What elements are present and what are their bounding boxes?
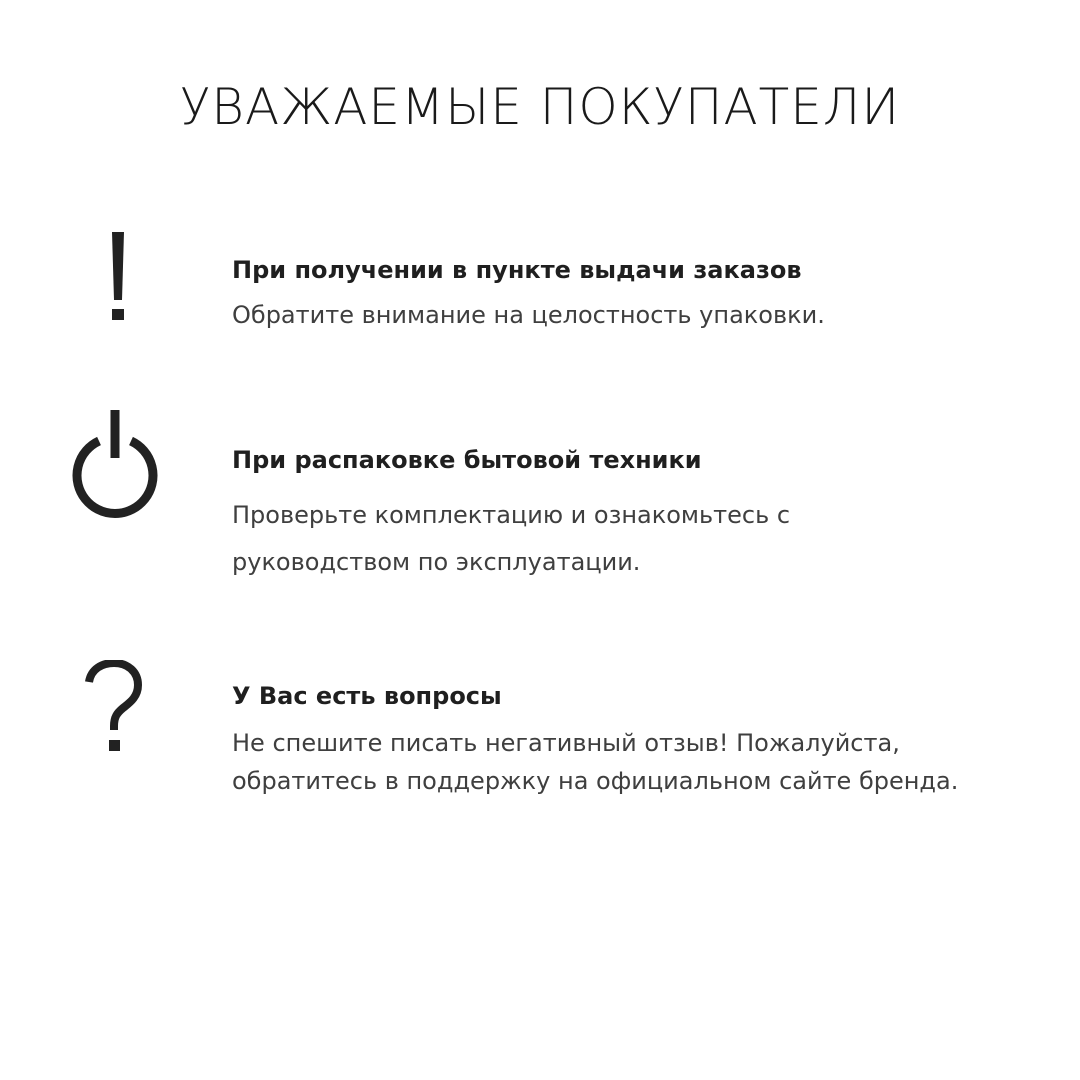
notice-heading: При получении в пункте выдачи заказов	[232, 256, 802, 284]
power-icon	[70, 408, 160, 518]
notice-text: Не спешите писать негативный отзыв! Пожалуйста, обратитесь в поддержку на официальном сайте бренда.	[232, 729, 959, 795]
notice-heading: При распаковке бытовой техники	[232, 446, 702, 474]
page-title: УВАЖАЕМЫЕ ПОКУПАТЕЛИ	[179, 78, 901, 136]
notice-text: Проверьте комплектацию и ознакомьтесь с руководством по эксплуатации.	[232, 501, 791, 576]
notice-item-questions	[232, 682, 1032, 800]
notice-heading: У Вас есть вопросы	[232, 682, 502, 710]
notice-item-pickup	[232, 256, 1032, 332]
exclamation-icon	[103, 230, 133, 322]
notice-text: Обратите внимание на целостность упаковки.	[232, 301, 825, 329]
notice-item-unpacking	[232, 446, 1032, 586]
question-icon	[82, 660, 146, 756]
